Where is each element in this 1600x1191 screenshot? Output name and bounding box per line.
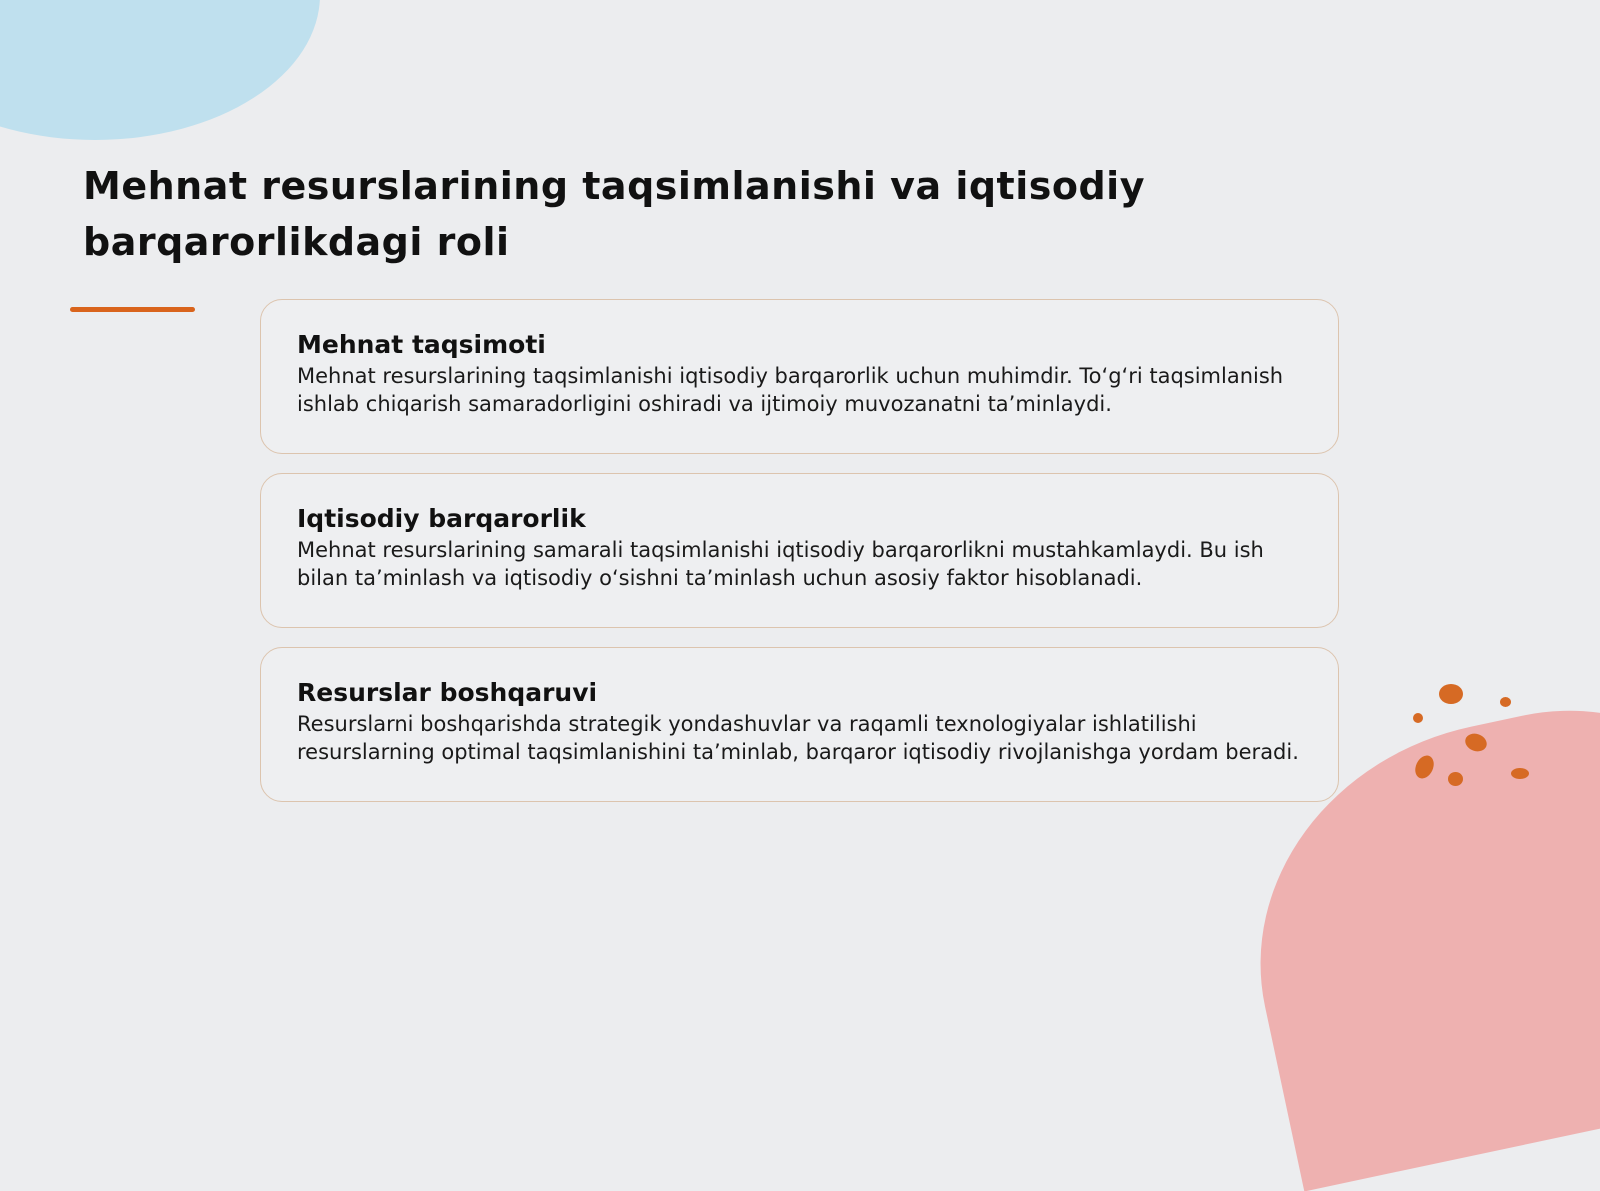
decorative-blue-blob	[0, 0, 320, 140]
card-heading: Resurslar boshqaruvi	[297, 678, 598, 707]
card-heading: Mehnat taqsimoti	[297, 330, 546, 359]
card-text: Mehnat resurslarining taqsimlanishi iqtisodiy barqarorlik uchun muhimdir. To‘g‘ri taqsimlanish ishlab chiqarish samaradorligini oshiradi va ijtimoiy muvozanatni ta’minlaydi.	[297, 364, 1284, 416]
title-accent-line	[70, 307, 195, 312]
card-text: Resurslarni boshqarishda strategik yondashuvlar va raqamli texnologiyalar ishlatilishi resurslarning optimal taqsimlanishini ta’minlab, barqaror iqtisodiy rivojlanishga yordam beradi.	[297, 712, 1299, 764]
card-resurslar-boshqaruvi	[260, 647, 1339, 802]
slide-title: Mehnat resurslarining taqsimlanishi va iqtisodiy barqarorlikdagi roli	[83, 164, 1145, 264]
card-text: Mehnat resurslarining samarali taqsimlanishi iqtisodiy barqarorlikni mustahkamlaydi. Bu ish bilan ta’minlash va iqtisodiy o‘sishni ta’minlash uchun asosiy faktor hisoblanadi.	[297, 538, 1264, 590]
card-heading: Iqtisodiy barqarorlik	[297, 504, 586, 533]
card-mehnat-taqsimoti	[260, 299, 1339, 454]
card-iqtisodiy-barqarorlik	[260, 473, 1339, 628]
